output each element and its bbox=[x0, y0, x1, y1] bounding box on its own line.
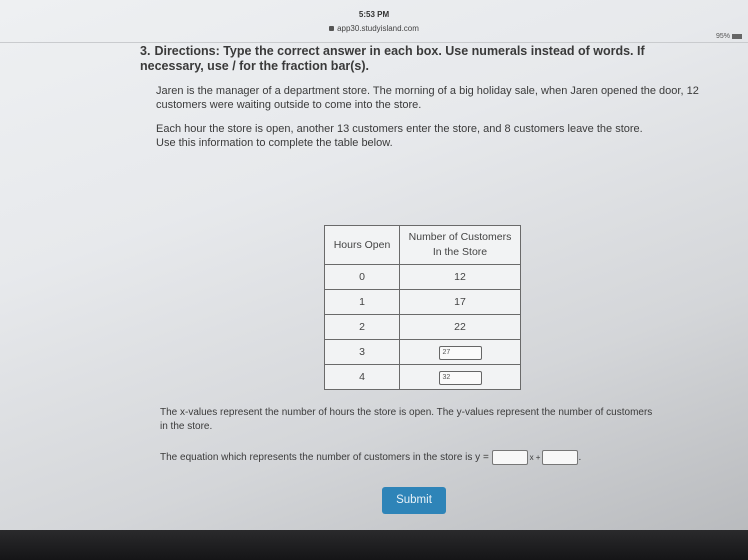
equation-mid: x + bbox=[529, 453, 541, 462]
status-bar bbox=[0, 0, 748, 43]
battery-percent: 95% bbox=[715, 33, 730, 40]
directions bbox=[140, 44, 700, 74]
xy-explanation: The x-values represent the number of hours the store is open. The y-values represent the number of customers in the store. bbox=[160, 407, 653, 432]
customers-cell: 12 bbox=[400, 265, 521, 290]
customers-cell: 17 bbox=[400, 290, 521, 315]
question-content bbox=[140, 44, 700, 150]
header-line-2: In the Store bbox=[432, 246, 488, 258]
url-text: app30.studyisland.com bbox=[337, 24, 419, 33]
equation-line bbox=[160, 450, 581, 465]
lock-icon bbox=[329, 26, 334, 31]
question-number: 3. bbox=[140, 44, 151, 58]
battery-indicator bbox=[716, 33, 742, 40]
table-row bbox=[325, 265, 521, 290]
header-number-of-customers bbox=[400, 226, 521, 265]
problem-paragraph-2-line-1: Each hour the store is open, another 13 customers enter the store, and 8 customers leave the store. bbox=[156, 123, 643, 135]
table-header-row bbox=[325, 226, 521, 265]
submit-button[interactable]: Submit bbox=[382, 487, 446, 514]
table-row bbox=[325, 340, 521, 365]
customers-answer-input-hour-4[interactable]: 32 bbox=[439, 371, 482, 385]
hours-cell: 2 bbox=[325, 315, 400, 340]
header-line-1: Number of Customers bbox=[408, 231, 512, 243]
equation-prefix: The equation which represents the number of customers in the store is y = bbox=[160, 452, 489, 464]
problem-paragraph-2 bbox=[156, 122, 700, 150]
hours-cell: 4 bbox=[325, 365, 400, 390]
header-hours-open: Hours Open bbox=[325, 226, 400, 265]
customers-cell: 22 bbox=[400, 315, 521, 340]
customers-input-cell bbox=[400, 340, 521, 365]
intercept-input[interactable] bbox=[542, 450, 578, 465]
directions-text: Directions: Type the correct answer in each box. Use numerals instead of words. If necessary, use / for the fraction bar(s). bbox=[140, 44, 645, 73]
table-row bbox=[325, 365, 521, 390]
problem-paragraph-1: Jaren is the manager of a department store. The morning of a big holiday sale, when Jaren opened the door, 12 customers were waiting outside to come into the store. bbox=[156, 85, 699, 111]
slope-input[interactable] bbox=[492, 450, 528, 465]
status-time: 5:53 PM bbox=[358, 10, 390, 19]
customers-input-cell bbox=[400, 365, 521, 390]
problem-paragraph-2-line-2: Use this information to complete the table below. bbox=[156, 137, 393, 149]
device-bottom-bezel bbox=[0, 530, 748, 560]
address-bar[interactable] bbox=[0, 24, 748, 33]
table-row bbox=[325, 290, 521, 315]
hours-cell: 0 bbox=[325, 265, 400, 290]
hours-cell: 1 bbox=[325, 290, 400, 315]
battery-icon bbox=[732, 34, 742, 39]
equation-suffix: . bbox=[578, 452, 582, 464]
hours-cell: 3 bbox=[325, 340, 400, 365]
customers-answer-input-hour-3[interactable]: 27 bbox=[439, 346, 482, 360]
customers-table bbox=[324, 225, 521, 390]
table-row bbox=[325, 315, 521, 340]
